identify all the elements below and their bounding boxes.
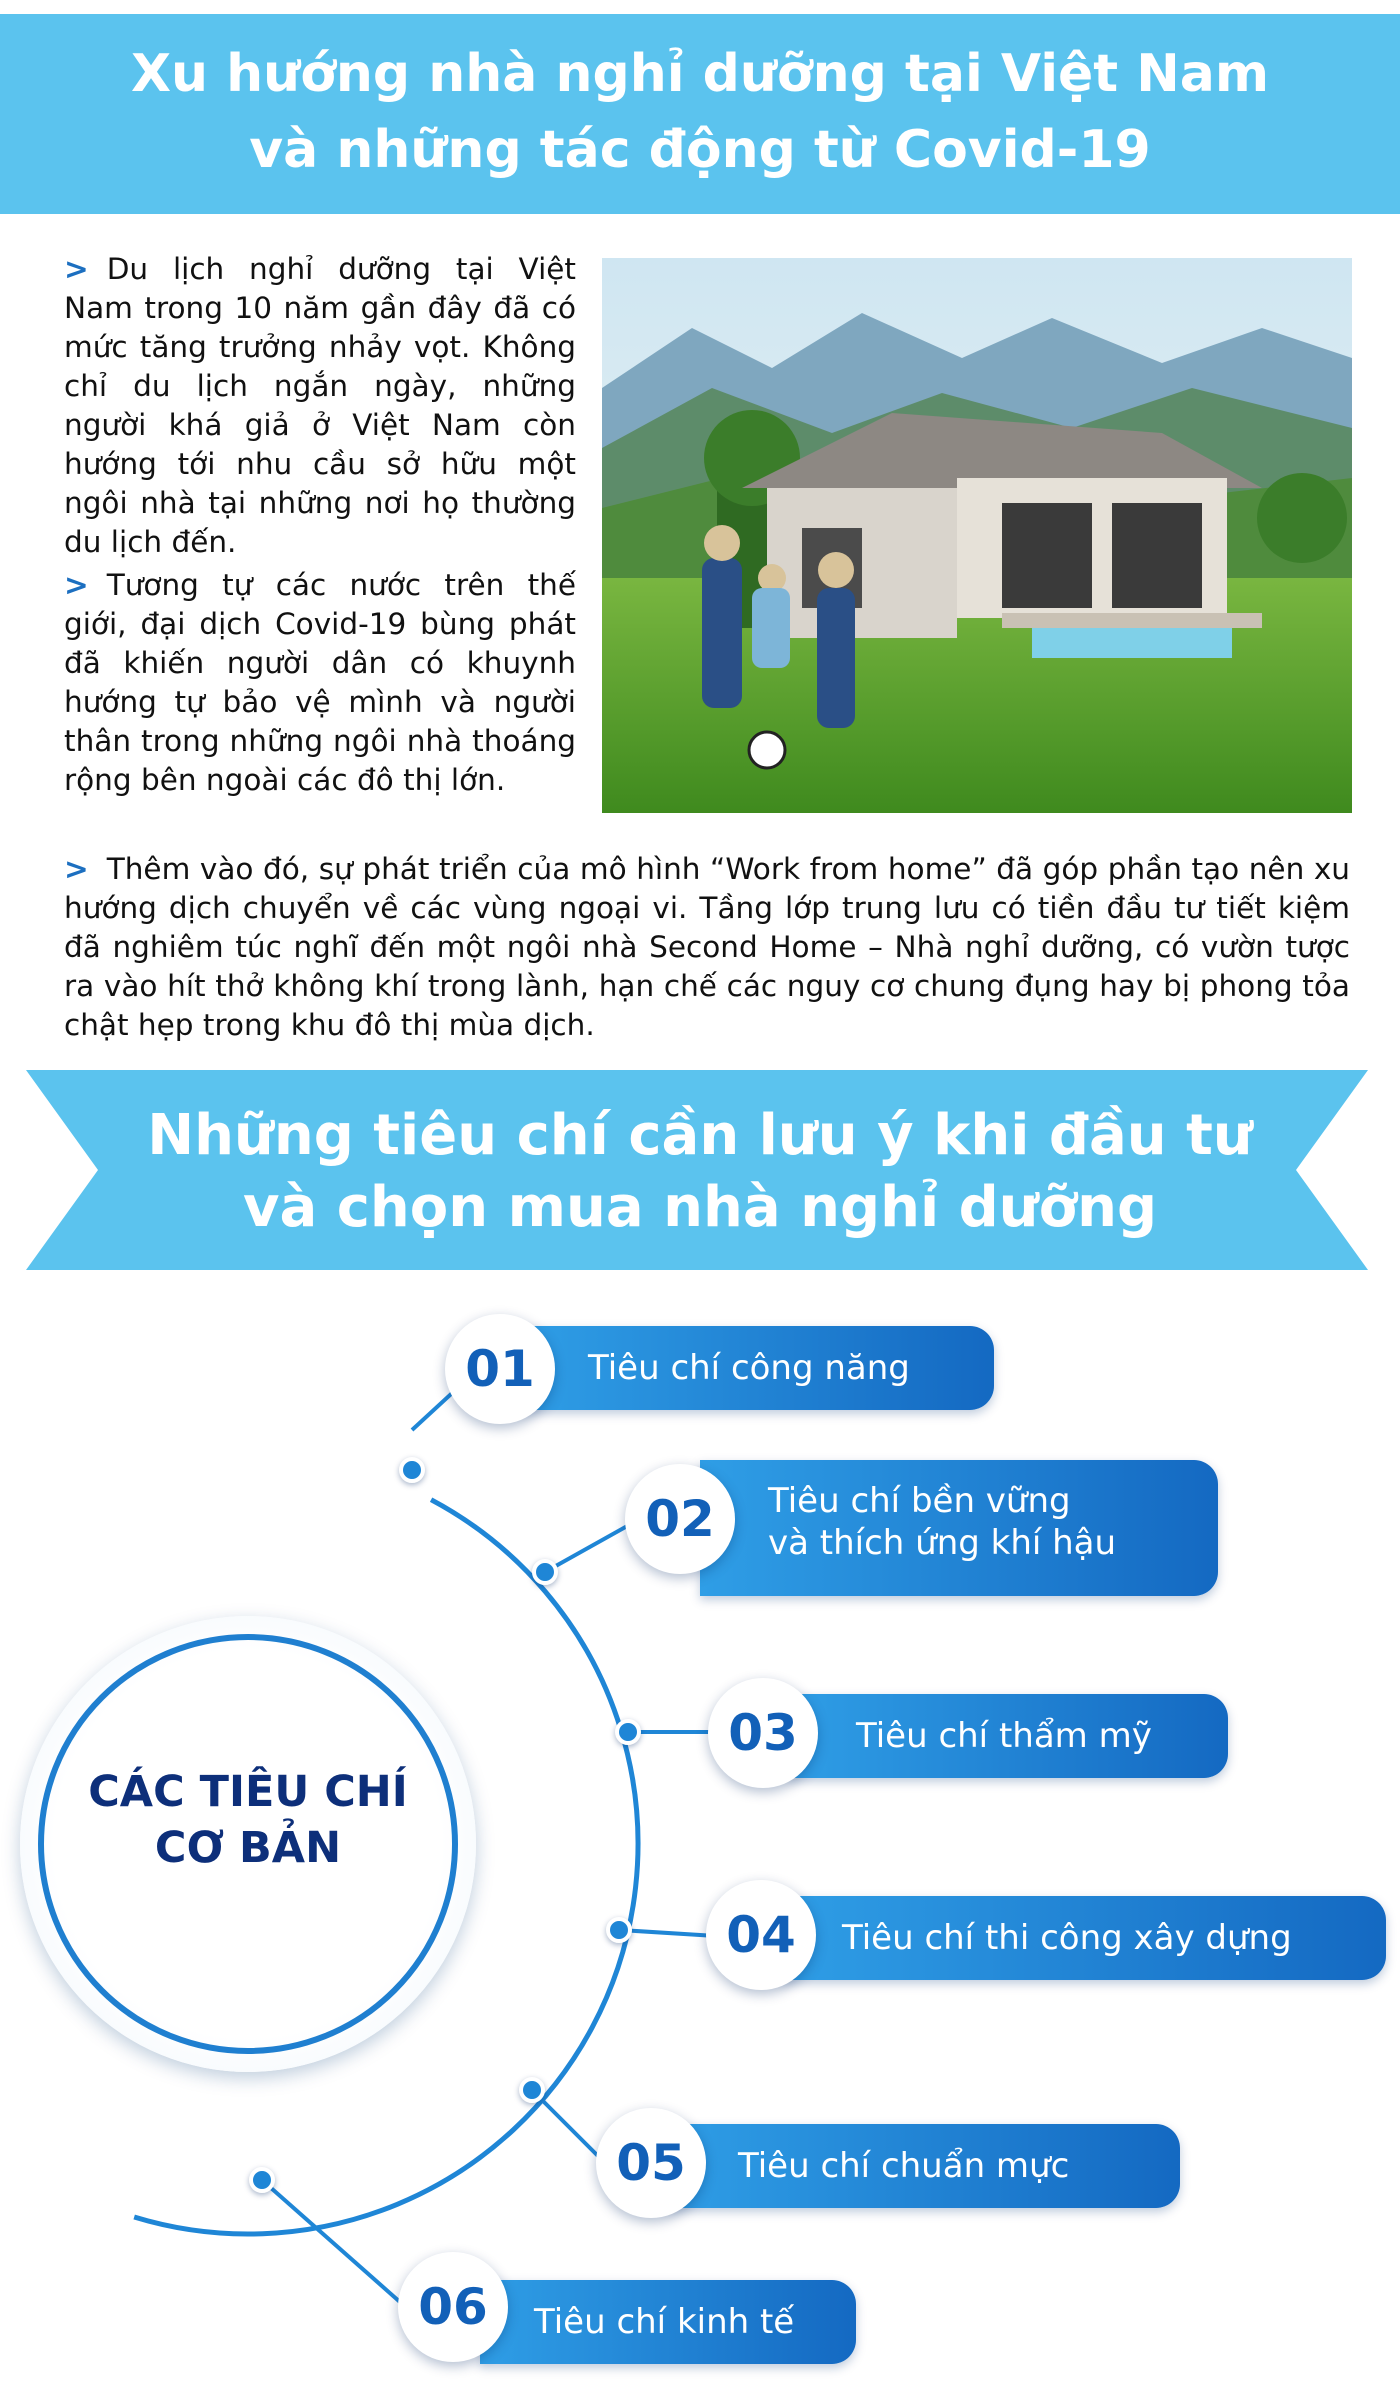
criterion-05-label: Tiêu chí chuẩn mực [738, 2146, 1070, 2186]
bullet-arrow-icon: > [64, 852, 89, 886]
criterion-04-label: Tiêu chí thi công xây dựng [842, 1918, 1292, 1958]
intro-paragraph-3 [64, 850, 1350, 1045]
arc-dot-4 [606, 1917, 632, 1943]
intro-paragraph-2 [64, 566, 576, 800]
page-title-line-2: và những tác động từ Covid-19 [249, 120, 1151, 180]
intro-paragraph-1 [64, 250, 576, 562]
criterion-03-badge: 03 [708, 1678, 818, 1788]
criterion-01-pill [520, 1326, 994, 1410]
criterion-06-label: Tiêu chí kinh tế [534, 2302, 795, 2342]
intro-paragraph-2-text: Tương tự các nước trên thế giới, đại dịch Covid-19 bùng phát đã khiến người dân có khuynh hướng tự bảo vệ mình và người thân trong những ngôi nhà thoáng rộng bên ngoài các đô thị lớn. [64, 568, 576, 797]
section-title-line-1: Những tiêu chí cần lưu ý khi đầu tư [147, 1103, 1253, 1168]
criterion-03-pill [788, 1694, 1228, 1778]
page-title-line-1: Xu hướng nhà nghỉ dưỡng tại Việt Nam [130, 44, 1270, 104]
arc-dot-5 [519, 2077, 545, 2103]
criterion-02-label-line-2: và thích ứng khí hậu [768, 1523, 1117, 1563]
hub-title-line-1: CÁC TIÊU CHÍ [88, 1767, 408, 1817]
intro-paragraph-1-text: Du lịch nghỉ dưỡng tại Việt Nam trong 10 năm gần đây đã có mức tăng trưởng nhảy vọt. Không chỉ du lịch ngắn ngày, những người khá giả ở Việt Nam còn hướng tới nhu cầu sở hữu một ngôi nhà tại những nơi họ thường du lịch đến. [64, 252, 576, 559]
hub-title-line-2: CƠ BẢN [154, 1823, 342, 1873]
criterion-06-badge: 06 [398, 2252, 508, 2362]
criterion-02-pill [700, 1460, 1218, 1596]
arc-dot-1 [399, 1457, 425, 1483]
criterion-06-pill [480, 2280, 856, 2364]
intro-paragraph-3-text: Thêm vào đó, sự phát triển của mô hình “Work from home” đã góp phần tạo nên xu hướng dịch chuyển về các vùng ngoại vi. Tầng lớp trung lưu có tiền đầu tư tiết kiệm đã nghiêm túc nghĩ đến một ngôi nhà Second Home – Nhà nghỉ dưỡng, có vườn tược ra vào hít thở không khí trong lành, hạn chế các nguy cơ chung đụng hay bị phong tỏa chật hẹp trong khu đô thị mùa dịch. [64, 852, 1350, 1042]
bullet-arrow-icon: > [64, 568, 89, 602]
criterion-05-pill [666, 2124, 1180, 2208]
vacation-house-photo [602, 258, 1352, 813]
arc-dot-2 [532, 1559, 558, 1585]
criterion-01-label: Tiêu chí công năng [588, 1348, 910, 1388]
criterion-04-pill [780, 1896, 1386, 1980]
criterion-01-badge: 01 [445, 1314, 555, 1424]
criterion-04-badge: 04 [706, 1880, 816, 1990]
criterion-03-label: Tiêu chí thẩm mỹ [856, 1716, 1152, 1756]
family-house-illustration [602, 258, 1352, 813]
bullet-arrow-icon: > [64, 252, 89, 286]
arc-dot-6 [249, 2167, 275, 2193]
arc-dot-3 [615, 1719, 641, 1745]
criterion-02-badge: 02 [625, 1464, 735, 1574]
criterion-02-label-line-1: Tiêu chí bền vững [768, 1481, 1071, 1521]
criterion-02-label [768, 1480, 1116, 1564]
section-title-line-2: và chọn mua nhà nghỉ dưỡng [242, 1175, 1158, 1240]
criterion-05-badge: 05 [596, 2108, 706, 2218]
